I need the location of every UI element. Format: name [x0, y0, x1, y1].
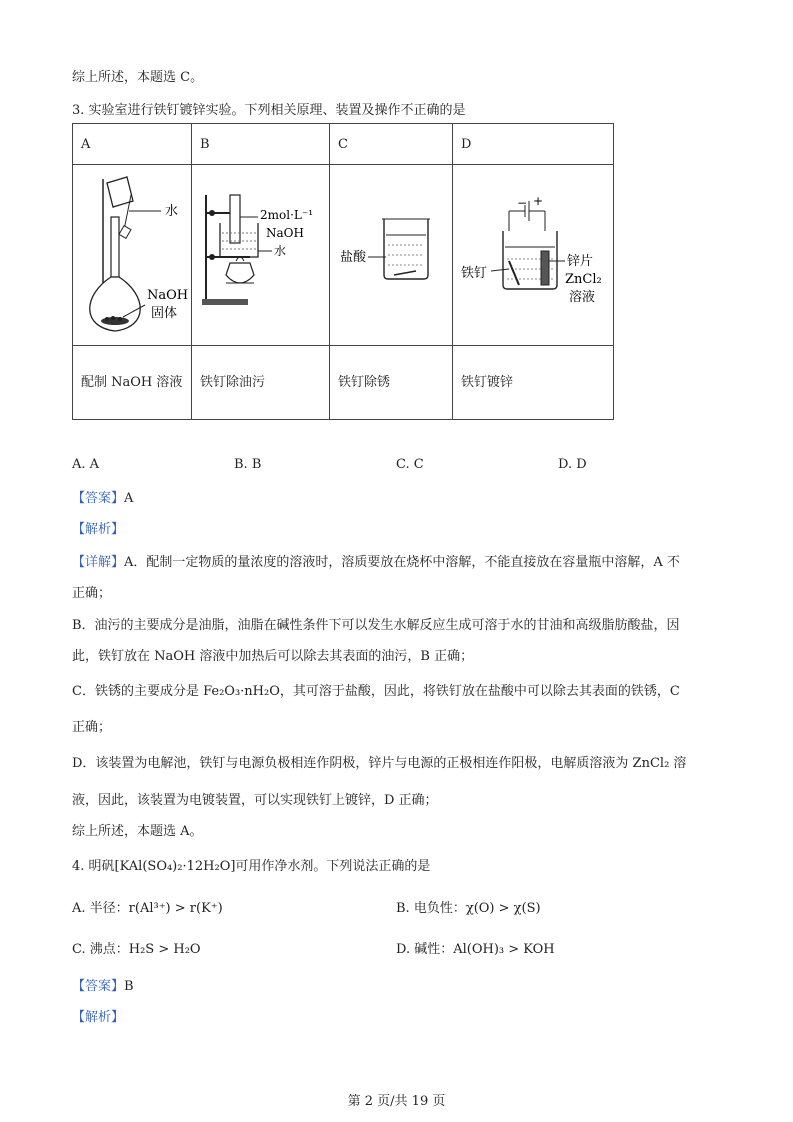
- q4-answer-value: B: [124, 979, 134, 994]
- q3-detail-line-8: 液，因此，该装置为电镀装置，可以实现铁钉上镀锌，D 正确；: [72, 793, 438, 808]
- col-header-a: A: [73, 124, 192, 165]
- q3-option-a: A. A: [72, 457, 100, 472]
- col-header-b: B: [192, 124, 330, 165]
- label-d-plus: +: [533, 194, 544, 208]
- prev-conclusion: 综上所述，本题选 C。: [72, 70, 204, 85]
- q3-answer: [72, 487, 133, 506]
- label-b-water: 水: [274, 244, 287, 258]
- label-b-concentration: 2mol·L⁻¹: [260, 208, 314, 222]
- figure-d-cell: [453, 165, 614, 346]
- volumetric-flask-figure: [73, 165, 192, 341]
- label-d-minus: −: [517, 196, 528, 210]
- figure-a-cell: [73, 165, 192, 346]
- label-d-nail: 铁钉: [461, 266, 488, 281]
- label-a-solid: 固体: [151, 306, 178, 321]
- q4-answer-label: 【答案】: [72, 979, 125, 994]
- q3-option-c: C. C: [396, 457, 424, 472]
- col-header-d: D: [453, 124, 614, 165]
- label-c-acid: 盐酸: [340, 250, 367, 265]
- question-3-stem: 3. 实验室进行铁钉镀锌实验。下列相关原理、装置及操作不正确的是: [72, 103, 466, 118]
- q4-option-c: C. 沸点：H₂S > H₂O: [72, 942, 201, 957]
- label-a-water: 水: [165, 204, 179, 219]
- question-4-stem: 4. 明矾[KAl(SO₄)₂·12H₂O]可用作净水剂。下列说法正确的是: [72, 859, 431, 874]
- q3-detail-line-6: 正确；: [72, 720, 112, 735]
- question-3-table: [72, 123, 614, 420]
- caption-c: 铁钉除锈: [330, 346, 453, 420]
- q4-analysis-label: 【解析】: [72, 1010, 125, 1025]
- caption-a: 配制 NaOH 溶液: [73, 346, 192, 420]
- detail-label: 【详解】: [72, 555, 125, 570]
- label-a-naoh: NaOH: [147, 288, 189, 303]
- q4-option-a: A. 半径：r(Al³⁺) > r(K⁺): [72, 901, 223, 916]
- q3-option-d: D. D: [558, 457, 587, 472]
- q3-option-b: B. B: [234, 457, 262, 472]
- label-b-naoh: NaOH: [266, 226, 304, 240]
- q3-detail-line-1: [72, 551, 680, 570]
- answer-label: 【答案】: [72, 491, 125, 506]
- electroplating-figure: [453, 165, 614, 341]
- label-d-solution: 溶液: [569, 290, 596, 305]
- q3-detail-line-2: 正确；: [72, 586, 112, 601]
- answer-value: A: [124, 491, 134, 506]
- detail-text: A．配制一定物质的量浓度的溶液时，溶质要放在烧杯中溶解，不能直接放在容量瓶中溶解，A 不: [124, 555, 680, 570]
- q3-detail-line-4: 此，铁钉放在 NaOH 溶液中加热后可以除去其表面的油污，B 正确；: [72, 649, 474, 664]
- beaker-acid-figure: [330, 165, 453, 341]
- q4-answer: [72, 975, 134, 994]
- figure-b-cell: [192, 165, 330, 346]
- q3-conclusion: 综上所述，本题选 A。: [72, 824, 203, 839]
- q3-analysis-label: 【解析】: [72, 522, 125, 537]
- q4-option-d: D. 碱性：Al(OH)₃ > KOH: [396, 942, 555, 957]
- figure-c-cell: [330, 165, 453, 346]
- label-d-zncl2: ZnCl₂: [565, 272, 602, 287]
- page-footer: 第 2 页/共 19 页: [347, 1094, 446, 1109]
- q3-detail-line-3: B．油污的主要成分是油脂，油脂在碱性条件下可以发生水解反应生成可溶于水的甘油和高级脂肪酸盐，因: [72, 618, 680, 633]
- caption-b: 铁钉除油污: [192, 346, 330, 420]
- q3-detail-line-5: C．铁锈的主要成分是 Fe₂O₃·nH₂O，其可溶于盐酸，因此，将铁钉放在盐酸中可以除去其表面的铁锈，C: [72, 684, 680, 699]
- col-header-c: C: [330, 124, 453, 165]
- water-bath-figure: [192, 165, 330, 341]
- caption-d: 铁钉镀锌: [453, 346, 614, 420]
- q4-option-b: B. 电负性：χ(O) > χ(S): [396, 901, 541, 916]
- label-d-zinc: 锌片: [567, 254, 594, 269]
- q3-detail-line-7: D．该装置为电解池，铁钉与电源负极相连作阴极，锌片与电源的正极相连作阳极，电解质溶液为 ZnCl₂ 溶: [72, 756, 687, 771]
